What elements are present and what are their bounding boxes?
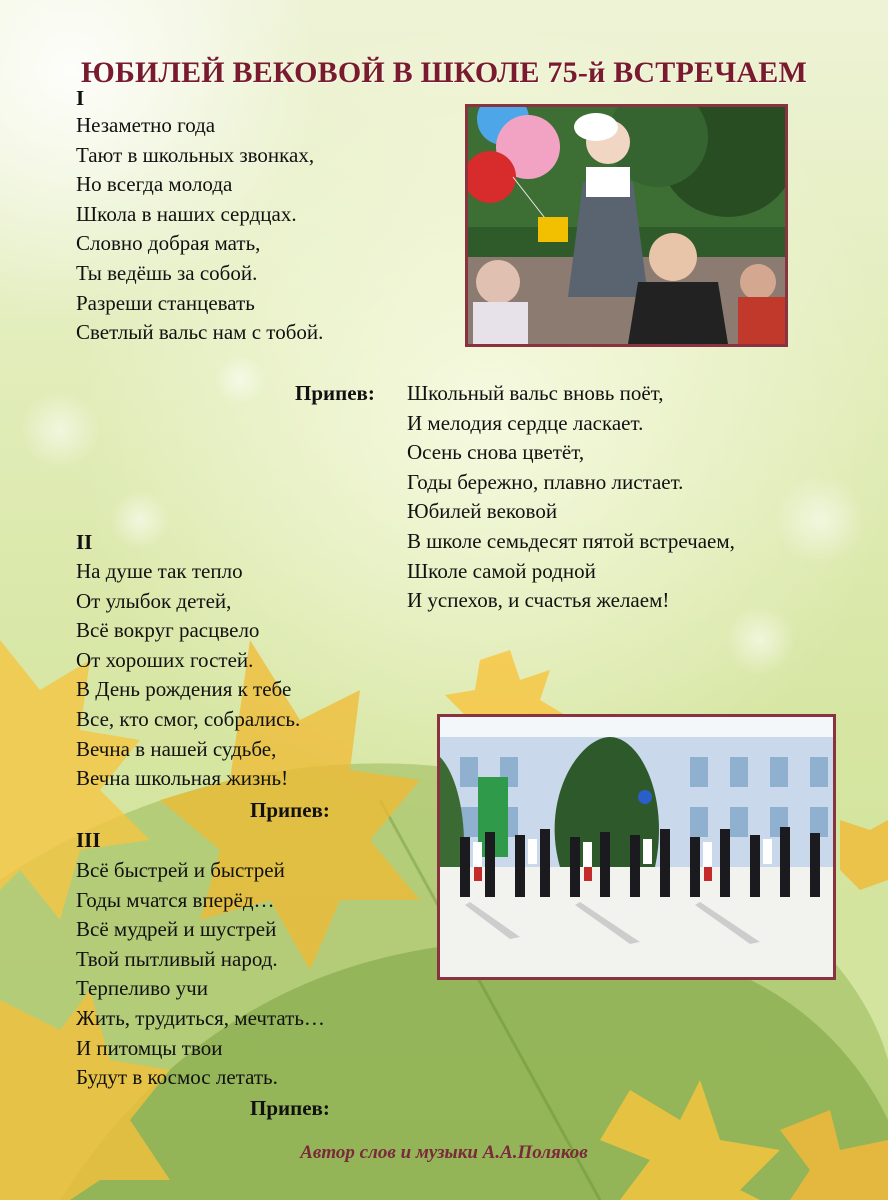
verse-line: Тают в школьных звонках, <box>76 142 315 167</box>
chorus-line: Осень снова цветёт, <box>407 440 585 465</box>
verse-2-lines <box>76 557 300 794</box>
chorus-line: И успехов, и счастья желаем! <box>407 588 670 613</box>
chorus-line: Юбилей вековой <box>407 499 558 524</box>
verse-2-refrain: Припев: <box>250 798 330 822</box>
verse-line: Все, кто смог, собрались. <box>76 706 301 731</box>
verse-2-number: II <box>76 530 93 554</box>
verse-3-number: III <box>76 828 101 852</box>
verse-line: От улыбок детей, <box>76 588 232 613</box>
verse-line: И питомцы твои <box>76 1035 223 1060</box>
verse-line: Ты ведёшь за собой. <box>76 260 258 285</box>
verse-line: От хороших гостей. <box>76 647 254 672</box>
chorus-label: Припев: <box>295 381 375 405</box>
verse-line: Терпеливо учи <box>76 976 208 1001</box>
verse-line: Вечна школьная жизнь! <box>76 766 289 791</box>
chorus-line: Годы бережно, плавно листает. <box>407 469 684 494</box>
verse-line: Годы мчатся вперёд… <box>76 887 275 912</box>
verse-line: Всё мудрей и шустрей <box>76 917 277 942</box>
verse-3-refrain: Припев: <box>250 1096 330 1120</box>
verse-line: Вечна в нашей судьбе, <box>76 736 277 761</box>
verse-line: Разреши станцевать <box>76 290 255 315</box>
verse-line: Жить, трудиться, мечтать… <box>76 1005 325 1030</box>
photo-girl-with-balloons <box>465 104 788 347</box>
verse-1-number: I <box>76 86 85 110</box>
page-title: ЮБИЛЕЙ ВЕКОВОЙ В ШКОЛЕ 75-й ВСТРЕЧАЕМ <box>80 56 808 89</box>
verse-line: Незаметно года <box>76 113 216 137</box>
photo-girl-illustration <box>468 107 785 344</box>
verse-line: Словно добрая мать, <box>76 231 261 256</box>
verse-line: Но всегда молода <box>76 172 233 197</box>
author-credit: Автор слов и музыки А.А.Поляков <box>300 1142 588 1163</box>
verse-1-lines <box>76 111 323 348</box>
verse-line: Школа в наших сердцах. <box>76 201 297 226</box>
verse-3-lines <box>76 856 325 1093</box>
verse-line: Твой пытливый народ. <box>76 946 278 971</box>
chorus-line: В школе семьдесят пятой встречаем, <box>407 528 735 553</box>
chorus-line: И мелодия сердце ласкает. <box>407 410 644 435</box>
photo-dance-illustration <box>440 717 833 977</box>
verse-line: Всё вокруг расцвело <box>76 618 260 643</box>
verse-line: В День рождения к тебе <box>76 677 292 702</box>
chorus-line: Школе самой родной <box>407 558 596 583</box>
chorus-lines <box>407 379 735 616</box>
verse-line: Светлый вальс нам с тобой. <box>76 320 324 345</box>
verse-line: Всё быстрей и быстрей <box>76 858 285 882</box>
verse-line: На душе так тепло <box>76 559 243 583</box>
photo-school-dance <box>437 714 836 980</box>
chorus-line: Школьный вальс вновь поёт, <box>407 381 664 405</box>
verse-line: Будут в космос летать. <box>76 1065 278 1090</box>
